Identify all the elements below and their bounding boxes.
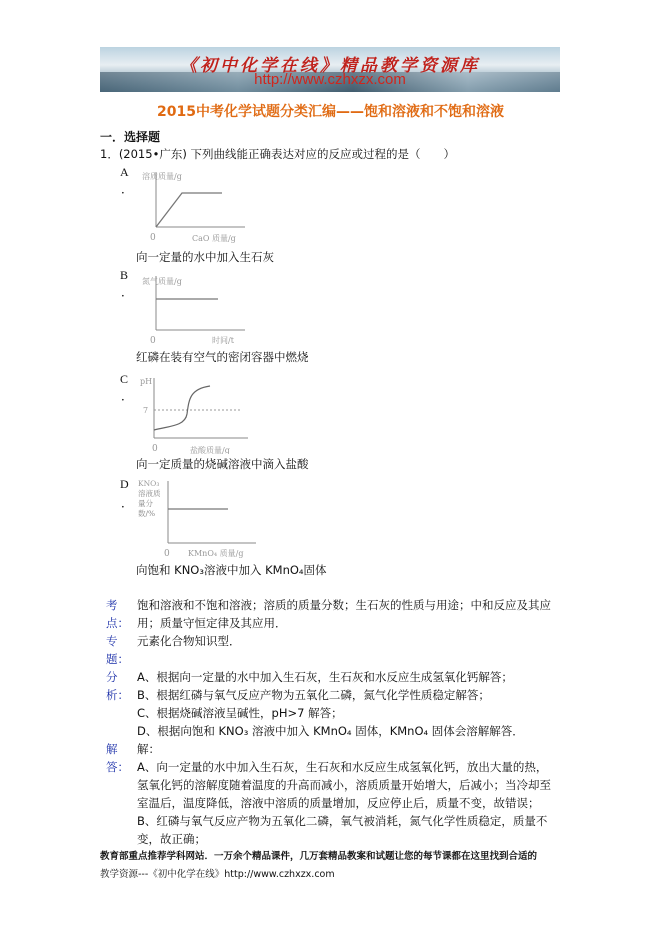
option-c-caption: 向一定质量的烧碱溶液中滴入盐酸 <box>136 457 309 471</box>
origin-label: 0 <box>164 549 170 559</box>
header-banner <box>100 47 560 92</box>
footer-line-1: 教育部重点推荐学科网站．一万余个精品课件，几万套精品教案和试题让您的每节课都在这里找到合适的 <box>100 851 538 862</box>
kaodian-text: 饱和溶液和不饱和溶液；溶质的质量分数；生石灰的性质与用途；中和反应及其应 用；质量守恒定律及其应用． <box>137 598 551 630</box>
curve <box>154 386 210 430</box>
footer-line-2[interactable]: 教学资源---《初中化学在线》http://www.czhxzx.com <box>100 869 335 880</box>
y-label: 溶质质量/g <box>142 172 182 181</box>
x-label: KMnO₄ 质量/g <box>188 549 244 558</box>
fenxi-text: A、根据向一定量的水中加入生石灰，生石灰和水反应生成氢氧化钙解答； B、根据红磷与氧气反应产物为五氧化二磷，氮气化学性质稳定解答； C、根据烧碱溶液呈碱性，pH>7 解答； D、根据向饱和 KNO₃ 溶液中加入 KMnO₄ 固体，KMnO₄ 固体会溶解解答． <box>137 670 524 738</box>
x-label: 盐酸质量/g <box>190 446 230 454</box>
x-label: CaO 质量/g <box>192 234 236 243</box>
origin-label: 0 <box>150 233 156 243</box>
label-zhuanti: 专 题： <box>106 634 129 666</box>
option-d-graph <box>138 477 258 559</box>
origin-label: 0 <box>150 336 156 345</box>
option-b-letter: B <box>120 268 129 282</box>
jieda-text: 解： A、向一定量的水中加入生石灰，生石灰和水反应生成氢氧化钙，放出大量的热， 氢氧化钙的溶解度随着温度的升高而减小，溶质质量开始增大，后减小；当冷却至 室温后，温度降低，溶液中溶质的质量增加，反应停止后，质量不变，故错误； B、红磷与氧气反应产物为五氧化二磷，氧气被消耗，氮气化学性质稳定，质量不 变，故正确； <box>137 742 551 846</box>
y-label: 溶液质量分数/% <box>138 489 161 518</box>
option-d-dot: ． <box>121 496 134 510</box>
option-c-dot: ． <box>121 389 134 403</box>
origin-label: 0 <box>152 444 158 454</box>
y-label-top: KNO₃ <box>138 479 160 488</box>
y-label: pH <box>140 377 153 386</box>
document-title: 2015中考化学试题分类汇编——饱和溶液和不饱和溶液 <box>157 104 504 120</box>
option-b-dot: ． <box>121 285 134 299</box>
option-a-letter: A <box>120 165 129 179</box>
curve <box>156 193 222 227</box>
label-kaodian: 考 点： <box>106 598 129 630</box>
question-text: 1．(2015•广东) 下列曲线能正确表达对应的反应或过程的是（ ） <box>100 147 455 161</box>
label-fenxi: 分 析： <box>106 670 129 702</box>
banner-title: 《初中化学在线》精品教学资源库 <box>180 56 480 76</box>
y-label: 氮气质量/g <box>142 277 182 286</box>
banner-url[interactable]: http://www.czhxzx.com <box>254 71 406 88</box>
option-a-graph <box>140 165 250 247</box>
option-d-caption: 向饱和 KNO₃溶液中加入 KMnO₄固体 <box>136 563 327 577</box>
section-heading: 一．选择题 <box>100 130 161 144</box>
label-jieda: 解 答： <box>106 742 129 774</box>
y-tick-7: 7 <box>143 406 149 415</box>
option-a-caption: 向一定量的水中加入生石灰 <box>136 250 274 264</box>
zhuanti-text: 元素化合物知识型． <box>137 634 241 648</box>
option-b-graph <box>140 270 250 345</box>
option-d-letter: D <box>120 477 129 491</box>
option-c-graph <box>140 374 250 454</box>
x-label: 时间/t <box>212 336 234 345</box>
option-c-letter: C <box>120 372 129 386</box>
option-a-dot: ． <box>121 182 134 196</box>
option-b-caption: 红磷在装有空气的密闭容器中燃烧 <box>136 350 309 364</box>
